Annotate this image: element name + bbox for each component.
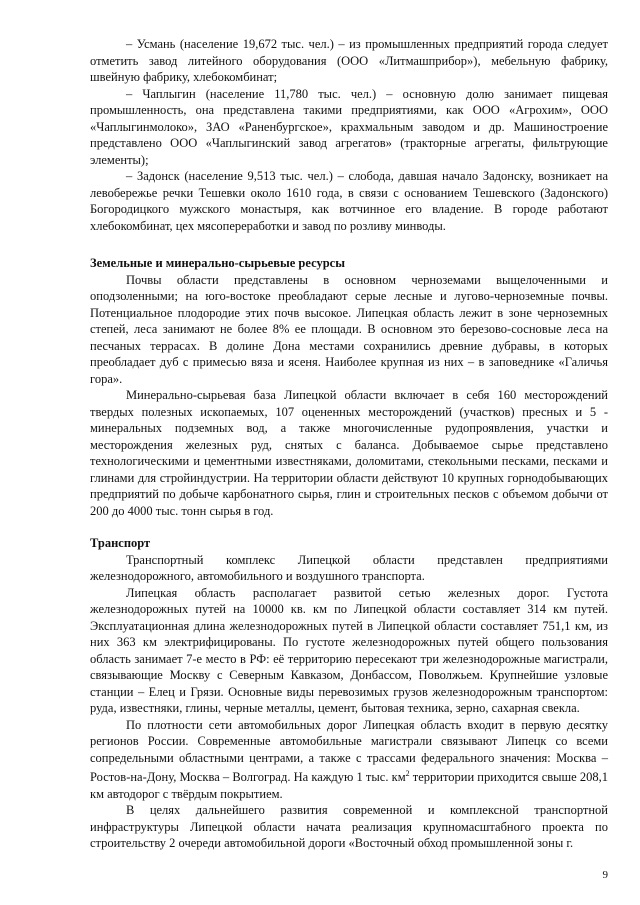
spacer bbox=[90, 234, 608, 255]
heading-transport: Транспорт bbox=[90, 536, 151, 550]
paragraph-roads bbox=[90, 717, 608, 803]
paragraph-zadonsk: – Задонск (население 9,513 тыс. чел.) – слобода, давшая начало Задонску, возникает на левобережье речки Тешевки около 1610 года, в связи с основанием Тешевского (Задонского) Богородицкого мужского монастыря, как вотчинное его владение. В городе работают хлебокомбинат, цех мясопереработки и завод по розливу минводы. bbox=[90, 169, 608, 233]
paragraph-minerals: Минерально-сырьевая база Липецкой области включает в себя 160 месторождений твердых полезных ископаемых, 107 оцененных месторождений (участков) пресных и 5 - минеральных подземных вод, а также многочисленные рудопроявления, участки и месторождения железных руд, снятых с баланса. Добываемое сырье представлено технологическими и цементными известняками, доломитами, стекольными песками, песками и глинами для стройиндустрии. На территории области действуют 10 крупных горнодобывающих предприятий по добыче карбонатного сырья, глин и строительных песков с объемом добычи от 200 до 4000 тыс. тонн сырья в год. bbox=[90, 388, 608, 518]
paragraph-transport-intro: Транспортный комплекс Липецкой области представлен предприятиями железнодорожного, автомобильного и воздушного транспорта. bbox=[90, 552, 608, 583]
heading-resources: Земельные и минерально-сырьевые ресурсы bbox=[90, 256, 345, 270]
page-number: 9 bbox=[602, 869, 608, 881]
paragraph-chaplygin: – Чаплыгин (население 11,780 тыс. чел.) – основную долю занимает пищевая промышленность, она представлена такими предприятиями, как ООО «Агрохим», ООО «Чаплыгинмолоко», ЗАО «Раненбургское», крахмальным заводом и др. Машиностроение представлено ООО «Чаплыгинский завод агрегатов» (тракторные агрегаты, фильтрующие элементы); bbox=[90, 86, 608, 167]
roads-superscript: 2 bbox=[405, 769, 410, 778]
paragraph-usman: – Усмань (население 19,672 тыс. чел.) – из промышленных предприятий города следует отметить завод литейного оборудования (ООО «Литмашприбор»), мебельную фабрику, швейную фабрику, хлебокомбинат; bbox=[90, 37, 608, 84]
spacer bbox=[90, 519, 608, 535]
roads-text-a: По плотности сети автомобильных дорог Липецкая область входит в первую десятку регионов России. Современные автомобильные магистрали связывают Липецк со всеми сопредельными областными центрами, а также с трассами федерального значения: Москва – Ростов-на-Дону, Москва – Волгоград. На каждую 1 тыс. км bbox=[90, 717, 608, 785]
paragraph-railways: Липецкая область располагает развитой сетью железных дорог. Густота железнодорожных путей на 10000 кв. км по Липецкой области составляет 314 км путей. Эксплуатационная длина железнодорожных путей в Липецкой области составляет 751,1 км, из них 363 км электрифицированы. По густоте железнодорожных путей общего пользования область занимает 7-е место в РФ: её территорию пересекают три железнодорожные магистрали, связывающие Москву с Северным Кавказом, Донбассом, Поволжьем. Крупнейшие узловые станции – Елец и Грязи. Основные виды перевозимых грузов железнодорожным транспортом: руда, известняки, глины, черные металлы, цемент, бытовая техника, зерно, сахарная свекла. bbox=[90, 585, 608, 715]
paragraph-infrastructure: В целях дальнейшего развития современной и комплексной транспортной инфраструктуры Липецкой области начата реализация крупномасштабного проекта по строительству 2 очереди автомобильной дороги «Восточный обход промышленной зоны г. bbox=[90, 803, 608, 851]
roads-text-b: территории приходится свыше 208,1 км автодорог с твёрдым покрытием. bbox=[90, 770, 609, 801]
paragraph-soils: Почвы области представлены в основном черноземами выщелоченными и оподзоленными; на юго-востоке преобладают серые лесные и лугово-черноземные почвы. Потенциальное плодородие этих почв высокое. Липецкая область лежит в зоне черноземных степей, леса занимают не более 8% ее площади. В основном это березово-сосновые леса на песчаных террасах. В долине Дона местами сохранились древние дубравы, в которых преобладает дуб с примесью вяза и ясеня. Наиболее крупная из них – в заповеднике «Галичья гора». bbox=[90, 272, 608, 386]
